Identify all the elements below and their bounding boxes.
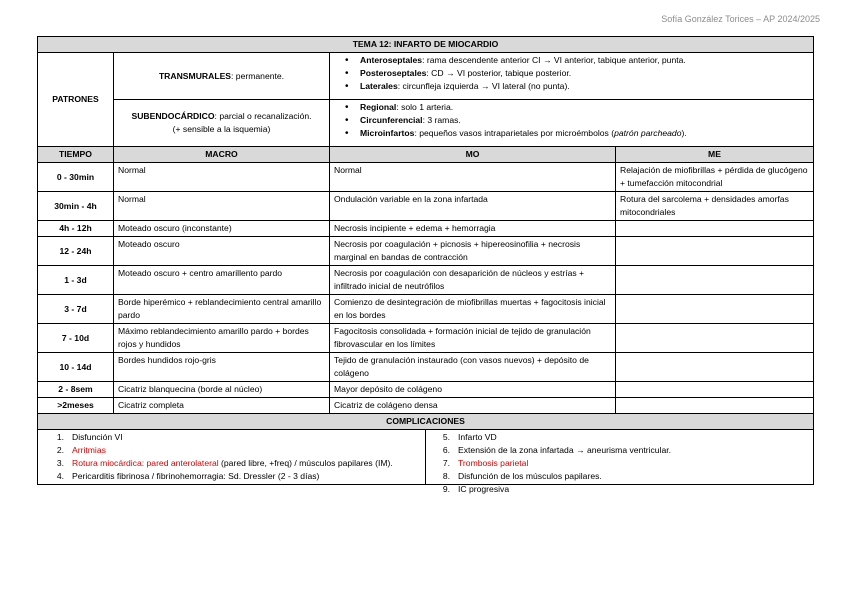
table-row <box>38 324 814 353</box>
mo-cell: Mayor depósito de colágeno <box>330 382 616 398</box>
table-row <box>38 237 814 266</box>
transmurales-desc: : permanente. <box>231 70 285 81</box>
table-row <box>38 295 814 324</box>
time-cell: 12 - 24h <box>38 237 114 266</box>
table-row <box>38 353 814 382</box>
col-header-macro: MACRO <box>114 147 330 163</box>
page-title: TEMA 12: INFARTO DE MIOCARDIO <box>38 37 814 53</box>
list-item: 6. Extensión de la zona infartada → aneurisma ventricular. <box>442 444 672 455</box>
col-header-mo: MO <box>330 147 616 163</box>
macro-cell: Cicatriz completa <box>114 398 330 414</box>
me-cell <box>616 382 814 398</box>
mo-cell: Necrosis por coagulación con desaparición de núcleos y estrías + infiltrado inicial de neutrófilos <box>330 266 616 295</box>
table-row <box>38 266 814 295</box>
time-cell: 10 - 14d <box>38 353 114 382</box>
list-item: 1. Disfunción VI <box>56 432 123 442</box>
transmurales-cell <box>114 53 330 100</box>
complicaciones-title: COMPLICACIONES <box>38 414 814 430</box>
list-item: • Anteroseptales: rama descendente anterior CI → VI anterior, tabique anterior, punta. <box>360 54 809 67</box>
time-cell: >2meses <box>38 398 114 414</box>
table-row <box>38 221 814 237</box>
list-item: 5. Infarto VD <box>442 431 497 442</box>
macro-cell: Normal <box>114 192 330 221</box>
me-cell <box>616 221 814 237</box>
list-item: 2. Arritmias <box>56 445 106 455</box>
list-item: 7. Trombosis parietal <box>442 457 529 468</box>
me-cell <box>616 266 814 295</box>
document-author: Sofía González Torices – AP 2024/2025 <box>661 14 820 24</box>
list-item: • Laterales: circunfleja izquierda → VI lateral (no punta). <box>360 80 809 93</box>
list-item: • Regional: solo 1 arteria. <box>360 101 809 114</box>
col-header-me: ME <box>616 147 814 163</box>
table-row <box>38 163 814 192</box>
me-cell <box>616 398 814 414</box>
subendocardico-desc: : parcial o recanalización. <box>214 111 312 121</box>
subendocardico-list <box>334 101 809 140</box>
subendocardico-list-cell <box>330 100 814 147</box>
infarto-table <box>37 36 814 485</box>
time-cell: 4h - 12h <box>38 221 114 237</box>
complicaciones-left-list <box>42 431 422 483</box>
complicaciones-divider <box>425 430 426 485</box>
list-item: • Microinfartos: pequeños vasos intraparietales por microémbolos (patrón parcheado). <box>360 127 809 140</box>
mo-cell: Ondulación variable en la zona infartada <box>330 192 616 221</box>
macro-cell: Moteado oscuro + centro amarillento pardo <box>114 266 330 295</box>
macro-cell: Normal <box>114 163 330 192</box>
list-item: 4. Pericarditis fibrinosa / fibrinohemorragia: Sd. Dressler (2 - 3 días) <box>56 471 320 481</box>
list-item: • Posteroseptales: CD → VI posterior, tabique posterior. <box>360 67 809 80</box>
macro-cell: Moteado oscuro (inconstante) <box>114 221 330 237</box>
time-cell: 2 - 8sem <box>38 382 114 398</box>
time-cell: 1 - 3d <box>38 266 114 295</box>
mo-cell: Tejido de granulación instaurado (con vasos nuevos) + depósito de colágeno <box>330 353 616 382</box>
subendocardico-cell <box>114 100 330 147</box>
title-row <box>38 37 814 53</box>
table-row <box>38 382 814 398</box>
mo-cell: Normal <box>330 163 616 192</box>
transmurales-label: TRANSMURALES <box>158 70 232 81</box>
complicaciones-right-list <box>428 431 671 496</box>
me-cell <box>616 353 814 382</box>
table-row <box>38 192 814 221</box>
me-cell: Relajación de miofibrillas + pérdida de glucógeno + tumefacción mitocondrial <box>616 163 814 192</box>
time-cell: 7 - 10d <box>38 324 114 353</box>
list-item: • Circunferencial: 3 ramas. <box>360 114 809 127</box>
macro-cell: Máximo reblandecimiento amarillo pardo + bordes rojos y hundidos <box>114 324 330 353</box>
patrones-row-subendocardico <box>38 100 814 147</box>
me-cell <box>616 324 814 353</box>
transmurales-list-cell <box>330 53 814 100</box>
mo-cell: Necrosis incipiente + edema + hemorragia <box>330 221 616 237</box>
time-cell: 0 - 30min <box>38 163 114 192</box>
me-cell: Rotura del sarcolema + densidades amorfas mitocondriales <box>616 192 814 221</box>
list-item: 8. Disfunción de los músculos papilares. <box>442 470 602 481</box>
macro-cell: Moteado oscuro <box>114 237 330 266</box>
table-row <box>38 398 814 414</box>
list-item: 3. Rotura miocárdica: pared anterolateral (pared libre, +freq) / músculos papilares (IM). <box>56 458 393 468</box>
mo-cell: Fagocitosis consolidada + formación inicial de tejido de granulación fibrovascular en los límites <box>330 324 616 353</box>
column-header-row <box>38 147 814 163</box>
time-cell: 30min - 4h <box>38 192 114 221</box>
mo-cell: Cicatriz de colágeno densa <box>330 398 616 414</box>
macro-cell: Bordes hundidos rojo-gris <box>114 353 330 382</box>
patrones-row-transmurales <box>38 53 814 100</box>
subendocardico-label: SUBENDOCÁRDICO <box>131 111 215 121</box>
col-header-tiempo: TIEMPO <box>38 147 114 163</box>
mo-cell: Necrosis por coagulación + picnosis + hipereosinofilia + necrosis marginal en bandas de contracción <box>330 237 616 266</box>
me-cell <box>616 295 814 324</box>
patrones-label: PATRONES <box>38 53 114 147</box>
mo-cell: Comienzo de desintegración de miofibrillas muertas + fagocitosis inicial en los bordes <box>330 295 616 324</box>
macro-cell: Cicatriz blanquecina (borde al núcleo) <box>114 382 330 398</box>
time-cell: 3 - 7d <box>38 295 114 324</box>
me-cell <box>616 237 814 266</box>
macro-cell: Borde hiperémico + reblandecimiento central amarillo pardo <box>114 295 330 324</box>
complicaciones-header-row <box>38 414 814 430</box>
list-item: 9. IC progresiva <box>442 483 510 494</box>
complicaciones-right-list-wrap <box>428 431 671 496</box>
transmurales-list <box>334 54 809 93</box>
subendocardico-note: (+ sensible a la isquemia) <box>172 124 271 134</box>
